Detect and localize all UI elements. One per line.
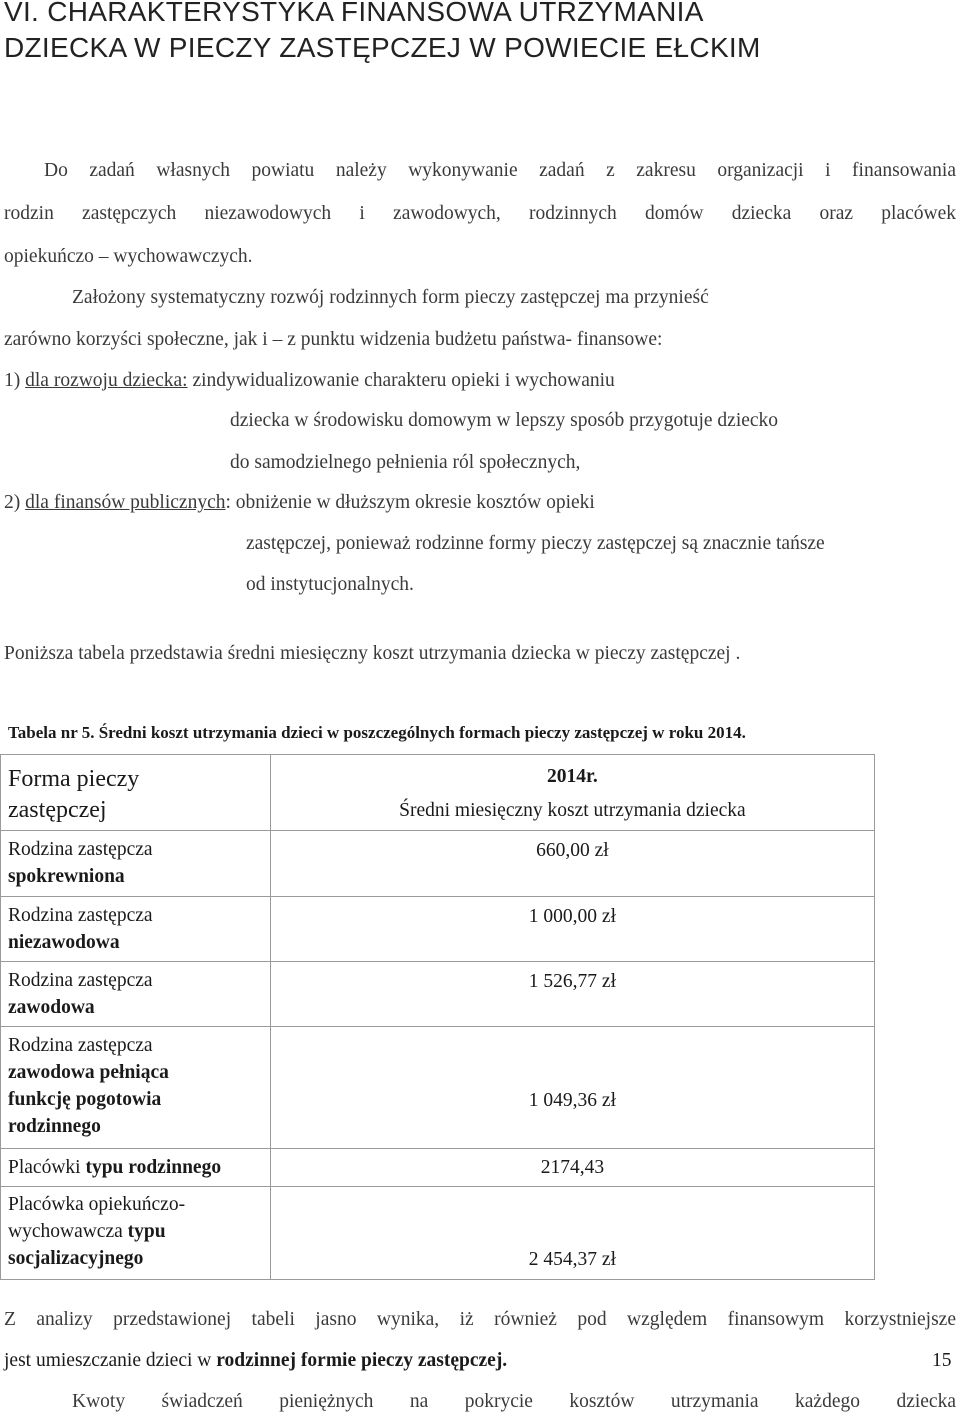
benefits-line-1: Założony systematyczny rozwój rodzinnych form pieczy zastępczej ma przynieść: [72, 287, 709, 308]
table-row: [1, 1027, 875, 1149]
benefit-item-1-line-2: dziecka w środowisku domowym w lepszy sposób przygotuje dziecko: [230, 410, 779, 431]
page-heading-line2: DZIECKA W PIECZY ZASTĘPCZEJ W POWIECIE EŁCKIM: [4, 32, 761, 63]
row-form-line-1: Rodzina zastępcza: [8, 905, 153, 926]
row-form-line-2: wychowawcza: [8, 1221, 128, 1242]
row-value: 2 454,37 zł: [528, 1249, 616, 1270]
row-form-line-1: Rodzina zastępcza: [8, 970, 153, 991]
row-form-line-1: Placówki: [8, 1156, 86, 1178]
header-form-line-1: Forma pieczy: [8, 766, 140, 792]
conclusion-line-1: Z analizy przedstawionej tabeli jasno wynika, iż również pod względem finansowym korzystniejsze: [4, 1309, 956, 1330]
row-form-cell: [1, 831, 271, 897]
row-value-cell: [270, 1187, 874, 1280]
benefit-item-1-text: zindywidualizowanie charakteru opieki i wychowaniu: [187, 370, 615, 391]
table-row: [1, 1187, 875, 1280]
row-form-line-1: Rodzina zastępcza: [8, 839, 153, 860]
table-caption: Tabela nr 5. Średni koszt utrzymania dzieci w poszczególnych formach pieczy zastępczej w roku 2014.: [8, 723, 746, 742]
row-form-cell: [1, 1027, 271, 1149]
header-form-line-2: zastępczej: [8, 797, 107, 823]
conclusion-line-3: Kwoty świadczeń pieniężnych na pokrycie kosztów utrzymania każdego dziecka: [72, 1391, 956, 1412]
benefits-line-2: zarówno korzyści społeczne, jak i – z punktu widzenia budżetu państwa- finansowe:: [4, 329, 663, 350]
row-form-line-2: niezawodowa: [8, 932, 120, 953]
row-form-line-2: zawodowa pełniąca: [8, 1062, 169, 1083]
table-header-row: [1, 755, 875, 831]
benefit-item-2-text: : obniżenie w dłuższym okresie kosztów opieki: [225, 492, 595, 513]
row-form-line-2: typu rodzinnego: [85, 1156, 222, 1178]
row-value-cell: [270, 831, 874, 897]
row-form-line-4: rodzinnego: [8, 1116, 101, 1137]
row-form-line-1: Rodzina zastępcza: [8, 1035, 153, 1056]
table-intro: Poniższa tabela przedstawia średni miesięczny koszt utrzymania dziecka w pieczy zastępczej .: [4, 643, 741, 664]
intro-line-3: opiekuńczo – wychowawczych.: [4, 246, 253, 267]
cost-table: [0, 754, 875, 1280]
row-form-line-2: spokrewniona: [8, 866, 125, 887]
header-cost-cell: [270, 755, 874, 831]
row-form-line-1: Placówka opiekuńczo-: [8, 1194, 186, 1215]
row-form-line-2-bold: typu: [127, 1221, 166, 1242]
page-number: 15: [932, 1350, 952, 1371]
conclusion-line-2-text: jest umieszczanie dzieci w: [4, 1350, 217, 1371]
row-value: 1 526,77 zł: [528, 971, 616, 992]
header-year: 2014r.: [547, 766, 598, 787]
header-cost: Średni miesięczny koszt utrzymania dziecka: [399, 800, 746, 821]
benefit-item-1-number: 1): [4, 370, 26, 391]
row-value-cell: [270, 1149, 874, 1187]
row-value-cell: [270, 1027, 874, 1149]
row-form-cell: [1, 1149, 271, 1187]
header-form-cell: [1, 755, 271, 831]
intro-line-1: Do zadań własnych powiatu należy wykonywanie zadań z zakresu organizacji i finansowania: [44, 160, 956, 181]
row-form-line-3: socjalizacyjnego: [8, 1248, 144, 1269]
benefit-item-2-number: 2): [4, 492, 26, 513]
row-form-cell: [1, 962, 271, 1027]
conclusion-line-2: [4, 1350, 507, 1372]
row-form-cell: [1, 1187, 271, 1280]
benefit-item-1: [4, 370, 615, 392]
row-value-cell: [270, 897, 874, 962]
benefit-item-1-line-3: do samodzielnego pełnienia ról społecznych,: [230, 452, 581, 473]
row-form-cell: [1, 897, 271, 962]
benefit-item-2: [4, 492, 595, 514]
conclusion-line-2-bold: rodzinnej formie pieczy zastępczej.: [216, 1350, 508, 1371]
benefit-item-2-line-2: zastępczej, ponieważ rodzinne formy pieczy zastępczej są znacznie tańsze: [246, 533, 825, 554]
row-value-cell: [270, 962, 874, 1027]
benefit-item-2-label: dla finansów publicznych: [25, 492, 226, 513]
row-form-line-2: zawodowa: [8, 997, 95, 1018]
row-form-line-3: funkcję pogotowia: [8, 1089, 162, 1110]
row-value: 2174,43: [540, 1156, 605, 1178]
table-row: [1, 962, 875, 1027]
row-value: 1 049,36 zł: [528, 1089, 616, 1111]
benefit-item-1-label: dla rozwoju dziecka:: [25, 370, 188, 391]
table-row: [1, 1149, 875, 1187]
intro-line-2: rodzin zastępczych niezawodowych i zawodowych, rodzinnych domów dziecka oraz placówek: [4, 203, 956, 224]
page-heading-line1: VI. CHARAKTERYSTYKA FINANSOWA UTRZYMANIA: [4, 0, 704, 27]
benefit-item-2-line-3: od instytucjonalnych.: [246, 574, 414, 595]
table-row: [1, 831, 875, 897]
table-row: [1, 897, 875, 962]
row-value: 660,00 zł: [536, 840, 609, 861]
row-value: 1 000,00 zł: [528, 906, 616, 927]
